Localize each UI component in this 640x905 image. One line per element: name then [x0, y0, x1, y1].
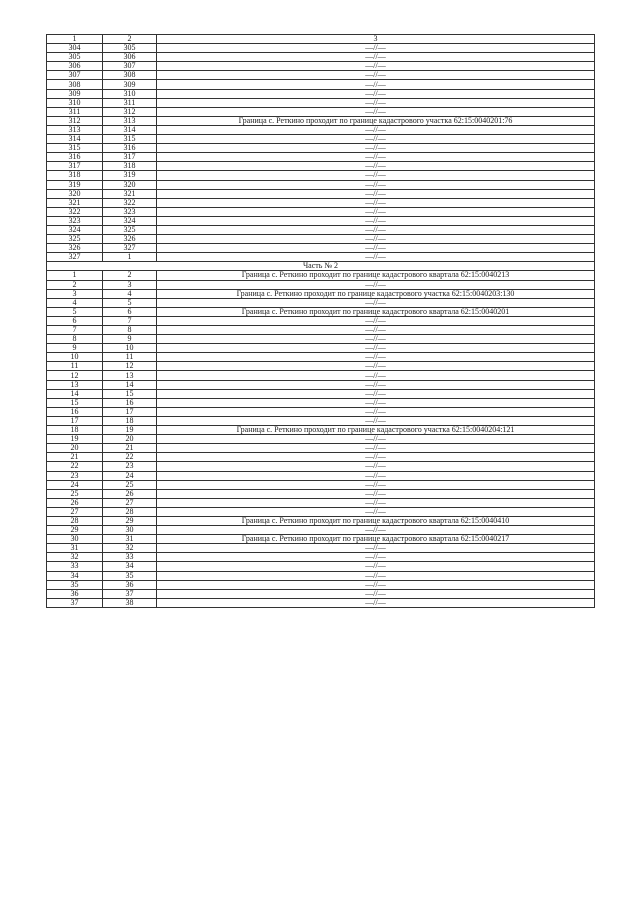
- boundary-points-table: [46, 34, 595, 608]
- description-cell: —//—: [157, 371, 595, 380]
- description-cell: —//—: [157, 125, 595, 134]
- table-row: [47, 353, 595, 362]
- description-cell: —//—: [157, 326, 595, 335]
- point-from-cell: 14: [47, 389, 103, 398]
- table-row: [47, 389, 595, 398]
- table-row: [47, 498, 595, 507]
- table-row: [47, 253, 595, 262]
- part-heading: Часть № 2: [47, 262, 595, 271]
- point-from-cell: 7: [47, 326, 103, 335]
- description-cell: Граница с. Реткино проходит по границе кадастрового квартала 62:15:0040213: [157, 271, 595, 280]
- description-cell: —//—: [157, 198, 595, 207]
- description-cell: —//—: [157, 407, 595, 416]
- point-to-cell: 323: [103, 207, 157, 216]
- point-from-cell: 324: [47, 225, 103, 234]
- part-heading-row: [47, 262, 595, 271]
- point-to-cell: 324: [103, 216, 157, 225]
- description-cell: —//—: [157, 480, 595, 489]
- table-row: [47, 125, 595, 134]
- table-row: [47, 416, 595, 425]
- point-to-cell: 11: [103, 353, 157, 362]
- description-cell: —//—: [157, 153, 595, 162]
- point-from-cell: 29: [47, 526, 103, 535]
- point-from-cell: 316: [47, 153, 103, 162]
- description-cell: Граница с. Реткино проходит по границе кадастрового квартала 62:15:0040217: [157, 535, 595, 544]
- description-cell: —//—: [157, 462, 595, 471]
- point-from-cell: 9: [47, 344, 103, 353]
- description-cell: —//—: [157, 553, 595, 562]
- point-from-cell: 1: [47, 271, 103, 280]
- table-row: [47, 371, 595, 380]
- point-from-cell: 306: [47, 62, 103, 71]
- table-row: [47, 216, 595, 225]
- point-to-cell: 12: [103, 362, 157, 371]
- point-to-cell: 30: [103, 526, 157, 535]
- point-to-cell: 22: [103, 453, 157, 462]
- description-cell: —//—: [157, 244, 595, 253]
- description-cell: —//—: [157, 362, 595, 371]
- description-cell: —//—: [157, 544, 595, 553]
- description-cell: —//—: [157, 571, 595, 580]
- table-row: [47, 198, 595, 207]
- point-from-cell: 323: [47, 216, 103, 225]
- table-row: [47, 398, 595, 407]
- point-from-cell: 33: [47, 562, 103, 571]
- description-cell: —//—: [157, 162, 595, 171]
- description-cell: Граница с. Реткино проходит по границе кадастрового квартала 62:15:0040410: [157, 516, 595, 525]
- point-from-cell: 320: [47, 189, 103, 198]
- table-row: [47, 507, 595, 516]
- description-cell: —//—: [157, 353, 595, 362]
- point-to-cell: 316: [103, 144, 157, 153]
- point-from-cell: 10: [47, 353, 103, 362]
- table-row: [47, 535, 595, 544]
- table-row: [47, 171, 595, 180]
- point-to-cell: 8: [103, 326, 157, 335]
- table-row: [47, 480, 595, 489]
- description-cell: —//—: [157, 526, 595, 535]
- description-cell: Граница с. Реткино проходит по границе кадастрового квартала 62:15:0040201: [157, 307, 595, 316]
- description-cell: —//—: [157, 80, 595, 89]
- point-from-cell: 19: [47, 435, 103, 444]
- description-cell: —//—: [157, 398, 595, 407]
- table-row: [47, 162, 595, 171]
- table-row: [47, 107, 595, 116]
- point-to-cell: 31: [103, 535, 157, 544]
- table-body: [47, 35, 595, 608]
- point-to-cell: 305: [103, 44, 157, 53]
- point-from-cell: 21: [47, 453, 103, 462]
- table-row: [47, 89, 595, 98]
- point-to-cell: 37: [103, 589, 157, 598]
- table-row: [47, 316, 595, 325]
- point-to-cell: 317: [103, 153, 157, 162]
- point-from-cell: 311: [47, 107, 103, 116]
- description-cell: —//—: [157, 71, 595, 80]
- point-from-cell: 31: [47, 544, 103, 553]
- point-to-cell: 25: [103, 480, 157, 489]
- description-cell: —//—: [157, 144, 595, 153]
- point-to-cell: 20: [103, 435, 157, 444]
- point-to-cell: 309: [103, 80, 157, 89]
- table-row: [47, 280, 595, 289]
- point-to-cell: 18: [103, 416, 157, 425]
- description-cell: —//—: [157, 280, 595, 289]
- table-row: [47, 144, 595, 153]
- table-row: [47, 116, 595, 125]
- description-cell: —//—: [157, 253, 595, 262]
- point-from-cell: 23: [47, 471, 103, 480]
- table-row: [47, 62, 595, 71]
- description-cell: —//—: [157, 189, 595, 198]
- point-from-cell: 22: [47, 462, 103, 471]
- point-to-cell: 4: [103, 289, 157, 298]
- point-from-cell: 30: [47, 535, 103, 544]
- point-to-cell: 35: [103, 571, 157, 580]
- point-to-cell: 10: [103, 344, 157, 353]
- point-from-cell: 305: [47, 53, 103, 62]
- header-cell-2: 2: [103, 35, 157, 44]
- point-from-cell: 5: [47, 307, 103, 316]
- description-cell: —//—: [157, 498, 595, 507]
- table-row: [47, 235, 595, 244]
- table-row: [47, 135, 595, 144]
- table-row: [47, 571, 595, 580]
- point-to-cell: 320: [103, 180, 157, 189]
- point-to-cell: 326: [103, 235, 157, 244]
- point-to-cell: 38: [103, 598, 157, 607]
- table-row: [47, 426, 595, 435]
- point-from-cell: 12: [47, 371, 103, 380]
- point-to-cell: 314: [103, 125, 157, 134]
- point-from-cell: 321: [47, 198, 103, 207]
- point-from-cell: 4: [47, 298, 103, 307]
- table-row: [47, 562, 595, 571]
- point-to-cell: 5: [103, 298, 157, 307]
- point-to-cell: 1: [103, 253, 157, 262]
- description-cell: —//—: [157, 344, 595, 353]
- table-row: [47, 44, 595, 53]
- description-cell: —//—: [157, 98, 595, 107]
- point-to-cell: 306: [103, 53, 157, 62]
- point-to-cell: 319: [103, 171, 157, 180]
- point-from-cell: 25: [47, 489, 103, 498]
- description-cell: Граница с. Реткино проходит по границе кадастрового участка 62:15:0040204:121: [157, 426, 595, 435]
- point-from-cell: 16: [47, 407, 103, 416]
- point-to-cell: 310: [103, 89, 157, 98]
- point-from-cell: 312: [47, 116, 103, 125]
- table-row: [47, 180, 595, 189]
- table-row: [47, 453, 595, 462]
- point-to-cell: 312: [103, 107, 157, 116]
- point-from-cell: 317: [47, 162, 103, 171]
- point-from-cell: 318: [47, 171, 103, 180]
- table-row: [47, 80, 595, 89]
- table-row: [47, 580, 595, 589]
- description-cell: —//—: [157, 453, 595, 462]
- description-cell: —//—: [157, 389, 595, 398]
- point-from-cell: 327: [47, 253, 103, 262]
- description-cell: —//—: [157, 135, 595, 144]
- point-from-cell: 18: [47, 426, 103, 435]
- point-to-cell: 6: [103, 307, 157, 316]
- table-row: [47, 435, 595, 444]
- description-cell: —//—: [157, 225, 595, 234]
- point-from-cell: 325: [47, 235, 103, 244]
- header-cell-1: 1: [47, 35, 103, 44]
- description-cell: —//—: [157, 562, 595, 571]
- point-from-cell: 308: [47, 80, 103, 89]
- table-row: [47, 471, 595, 480]
- description-cell: —//—: [157, 416, 595, 425]
- point-from-cell: 20: [47, 444, 103, 453]
- point-to-cell: 34: [103, 562, 157, 571]
- point-to-cell: 36: [103, 580, 157, 589]
- point-to-cell: 17: [103, 407, 157, 416]
- description-cell: —//—: [157, 580, 595, 589]
- description-cell: —//—: [157, 507, 595, 516]
- table-row: [47, 444, 595, 453]
- description-cell: —//—: [157, 171, 595, 180]
- point-from-cell: 26: [47, 498, 103, 507]
- table-row: [47, 380, 595, 389]
- point-from-cell: 309: [47, 89, 103, 98]
- point-from-cell: 28: [47, 516, 103, 525]
- point-to-cell: 21: [103, 444, 157, 453]
- table-row: [47, 153, 595, 162]
- point-from-cell: 24: [47, 480, 103, 489]
- point-from-cell: 36: [47, 589, 103, 598]
- table-row: [47, 225, 595, 234]
- point-to-cell: 2: [103, 271, 157, 280]
- description-cell: —//—: [157, 53, 595, 62]
- point-from-cell: 322: [47, 207, 103, 216]
- table-row: [47, 335, 595, 344]
- point-to-cell: 321: [103, 189, 157, 198]
- point-to-cell: 9: [103, 335, 157, 344]
- table-row: [47, 526, 595, 535]
- table-row: [47, 362, 595, 371]
- description-cell: —//—: [157, 89, 595, 98]
- point-to-cell: 307: [103, 62, 157, 71]
- description-cell: —//—: [157, 207, 595, 216]
- point-to-cell: 16: [103, 398, 157, 407]
- table-row: [47, 53, 595, 62]
- table-row: [47, 307, 595, 316]
- point-from-cell: 2: [47, 280, 103, 289]
- description-cell: —//—: [157, 216, 595, 225]
- point-from-cell: 34: [47, 571, 103, 580]
- point-from-cell: 35: [47, 580, 103, 589]
- table-row: [47, 326, 595, 335]
- point-from-cell: 307: [47, 71, 103, 80]
- point-to-cell: 318: [103, 162, 157, 171]
- table-row: [47, 407, 595, 416]
- description-cell: Граница с. Реткино проходит по границе кадастрового участка 62:15:0040201:76: [157, 116, 595, 125]
- point-to-cell: 3: [103, 280, 157, 289]
- point-to-cell: 313: [103, 116, 157, 125]
- point-from-cell: 304: [47, 44, 103, 53]
- point-from-cell: 13: [47, 380, 103, 389]
- table-row: [47, 289, 595, 298]
- point-from-cell: 326: [47, 244, 103, 253]
- table-row: [47, 589, 595, 598]
- description-cell: —//—: [157, 489, 595, 498]
- description-cell: —//—: [157, 62, 595, 71]
- description-cell: —//—: [157, 380, 595, 389]
- description-cell: —//—: [157, 298, 595, 307]
- point-to-cell: 15: [103, 389, 157, 398]
- point-to-cell: 315: [103, 135, 157, 144]
- point-to-cell: 311: [103, 98, 157, 107]
- table-row: [47, 271, 595, 280]
- point-from-cell: 315: [47, 144, 103, 153]
- point-to-cell: 28: [103, 507, 157, 516]
- description-cell: —//—: [157, 435, 595, 444]
- table-row: [47, 71, 595, 80]
- table-row: [47, 207, 595, 216]
- point-from-cell: 6: [47, 316, 103, 325]
- point-from-cell: 27: [47, 507, 103, 516]
- description-cell: Граница с. Реткино проходит по границе кадастрового участка 62:15:0040203:130: [157, 289, 595, 298]
- point-from-cell: 8: [47, 335, 103, 344]
- description-cell: —//—: [157, 444, 595, 453]
- description-cell: —//—: [157, 107, 595, 116]
- point-to-cell: 32: [103, 544, 157, 553]
- point-to-cell: 322: [103, 198, 157, 207]
- table-row: [47, 516, 595, 525]
- description-cell: —//—: [157, 589, 595, 598]
- point-to-cell: 29: [103, 516, 157, 525]
- table-row: [47, 189, 595, 198]
- table-row: [47, 489, 595, 498]
- point-to-cell: 33: [103, 553, 157, 562]
- table-row: [47, 344, 595, 353]
- point-from-cell: 319: [47, 180, 103, 189]
- point-to-cell: 13: [103, 371, 157, 380]
- point-to-cell: 23: [103, 462, 157, 471]
- description-cell: —//—: [157, 44, 595, 53]
- point-from-cell: 310: [47, 98, 103, 107]
- point-from-cell: 3: [47, 289, 103, 298]
- description-cell: —//—: [157, 335, 595, 344]
- table-row: [47, 544, 595, 553]
- description-cell: —//—: [157, 471, 595, 480]
- table-row: [47, 244, 595, 253]
- point-to-cell: 327: [103, 244, 157, 253]
- description-cell: —//—: [157, 235, 595, 244]
- description-cell: —//—: [157, 316, 595, 325]
- table-row: [47, 553, 595, 562]
- point-to-cell: 19: [103, 426, 157, 435]
- table-row: [47, 98, 595, 107]
- point-to-cell: 308: [103, 71, 157, 80]
- point-from-cell: 314: [47, 135, 103, 144]
- table-row: [47, 462, 595, 471]
- point-to-cell: 7: [103, 316, 157, 325]
- point-from-cell: 11: [47, 362, 103, 371]
- point-to-cell: 26: [103, 489, 157, 498]
- point-to-cell: 24: [103, 471, 157, 480]
- point-from-cell: 37: [47, 598, 103, 607]
- table-row: [47, 298, 595, 307]
- point-from-cell: 17: [47, 416, 103, 425]
- point-to-cell: 325: [103, 225, 157, 234]
- point-to-cell: 27: [103, 498, 157, 507]
- table-row: [47, 598, 595, 607]
- point-from-cell: 313: [47, 125, 103, 134]
- description-cell: —//—: [157, 598, 595, 607]
- point-to-cell: 14: [103, 380, 157, 389]
- point-from-cell: 32: [47, 553, 103, 562]
- description-cell: —//—: [157, 180, 595, 189]
- point-from-cell: 15: [47, 398, 103, 407]
- table-header-row: [47, 35, 595, 44]
- header-cell-3: 3: [157, 35, 595, 44]
